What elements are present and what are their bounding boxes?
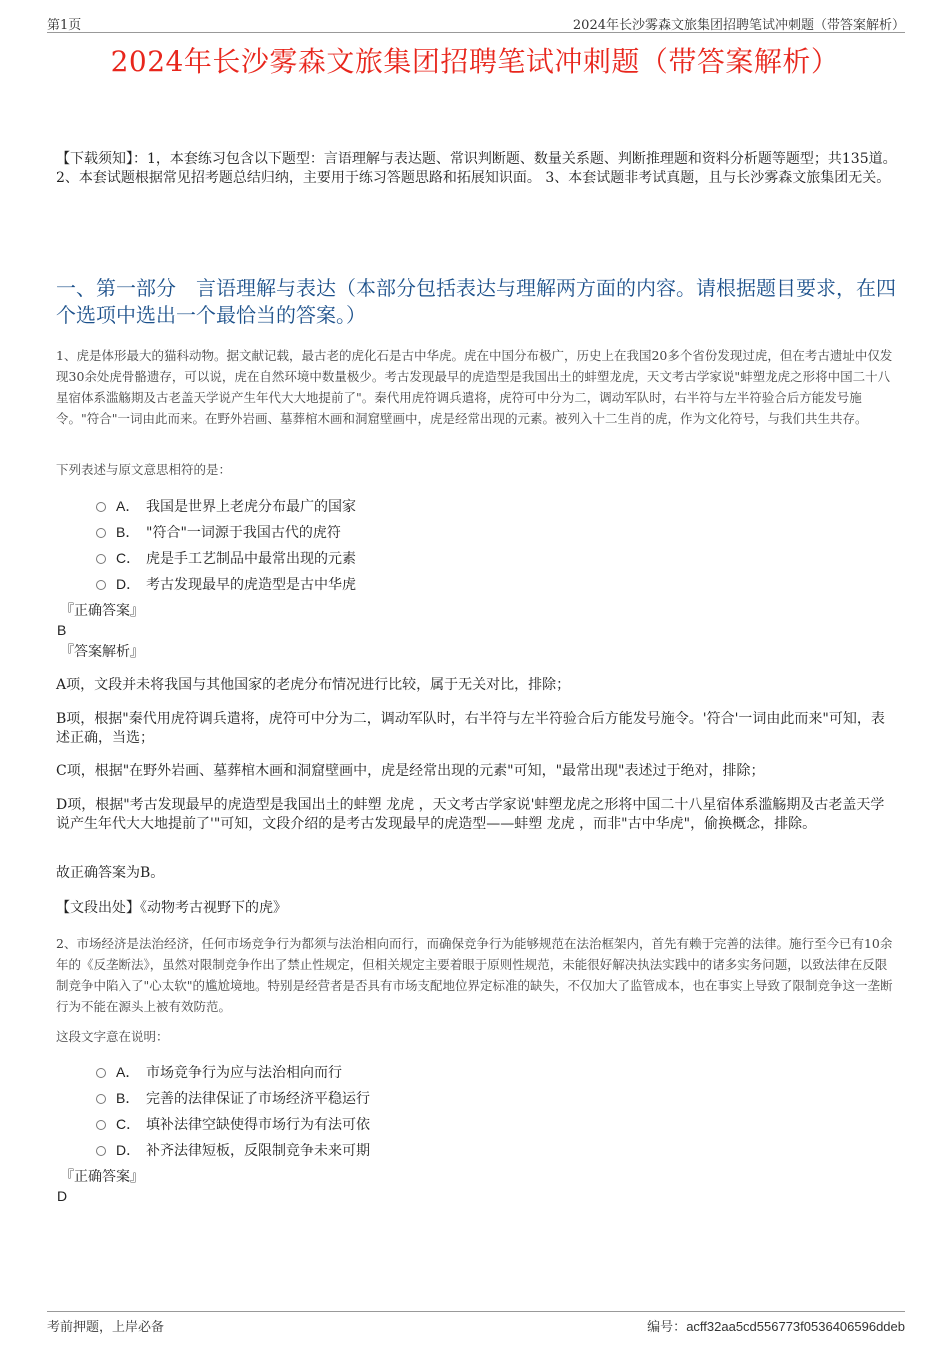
question-1-passage: 1、虎是体形最大的猫科动物。据文献记载，最古老的虎化石是古中华虎。虎在中国分布极广，历史上在我国20多个省份发现过虎，但在考古遗址中仅发现30余处虎骨骼遗存，可以说，虎在自然环境中数量极少。考古发现最早的虎造型是我国出土的蚌塑龙虎，天文考古学家说"蚌塑龙虎之形将中国二十八星宿体系滥觞期及古老盖天学说产生年代大大地提前了"。秦代用虎符调兵遣将，虎符可中分为二，调动军队时，右半符与左半符验合后方能发号施令。"符合"一词由此而来。在野外岩画、墓葬棺木画和洞窟壁画中，虎是经常出现的元素。被列入十二生肖的虎，作为文化符号，与我们共生共存。 — [56, 348, 893, 426]
option-b[interactable]: B． 完善的法律保证了市场经济平稳运行 — [96, 1085, 796, 1111]
page-title: 2024年长沙雾森文旅集团招聘笔试冲刺题（带答案解析） — [110, 45, 840, 78]
page-header — [47, 12, 905, 33]
analysis-d: D项，根据"考古发现最早的虎造型是我国出土的蚌塑 龙虎 ，天文考古学家说'蚌塑龙虎之形将中国二十八星宿体系滥觞期及古老盖天学说产生年代大大地提前了'"可知，文段介绍的是考古发现最早的虎造型——蚌塑 龙虎 ，而非"古中华虎"，偷换概念，排除。 — [56, 797, 885, 832]
question-2-options — [96, 1059, 796, 1163]
radio-icon[interactable] — [96, 1068, 106, 1078]
page-footer — [47, 1311, 905, 1334]
analysis-source: 【文段出处】《动物考古视野下的虎》 — [56, 900, 287, 916]
document-code: 编号：acff32aa5cd556773f0536406596ddeb — [647, 1319, 905, 1335]
correct-answer: B — [57, 622, 67, 638]
option-c[interactable]: C． 填补法律空缺使得市场行为有法可依 — [96, 1111, 796, 1137]
answer-label: 『正确答案』 — [60, 603, 144, 619]
radio-icon[interactable] — [96, 580, 106, 590]
question-2-prompt: 这段文字意在说明： — [56, 1029, 169, 1044]
analysis-c: C项，根据"在野外岩画、墓葬棺木画和洞窟壁画中，虎是经常出现的元素"可知，"最常出现"表述过于绝对，排除； — [56, 763, 765, 779]
option-d[interactable]: D． 考古发现最早的虎造型是古中华虎 — [96, 571, 796, 597]
option-a[interactable]: A． 我国是世界上老虎分布最广的国家 — [96, 493, 796, 519]
page-number: 第1页 — [47, 18, 82, 33]
analysis-b: B项，根据"秦代用虎符调兵遣将，虎符可中分为二，调动军队时，右半符与左半符验合后方能发号施令。'符合'一词由此而来"可知，表述正确，当选； — [56, 711, 885, 746]
header-doc-title: 2024年长沙雾森文旅集团招聘笔试冲刺题（带答案解析） — [572, 18, 905, 33]
footer-slogan: 考前押题，上岸必备 — [47, 1320, 165, 1335]
analysis-conclusion: 故正确答案为B。 — [56, 865, 165, 881]
analysis-a: A项，文段并未将我国与其他国家的老虎分布情况进行比较，属于无关对比，排除； — [56, 677, 571, 693]
option-c[interactable]: C． 虎是手工艺制品中最常出现的元素 — [96, 545, 796, 571]
section-heading: 一、第一部分 言语理解与表达（本部分包括表达与理解两方面的内容。请根据题目要求，在四个选项中选出一个最恰当的答案。） — [56, 276, 896, 327]
answer-label: 『正确答案』 — [60, 1169, 144, 1185]
question-1-options — [96, 493, 796, 597]
radio-icon[interactable] — [96, 528, 106, 538]
analysis-label: 『答案解析』 — [60, 644, 144, 660]
question-1-prompt: 下列表述与原文意思相符的是： — [56, 462, 232, 477]
radio-icon[interactable] — [96, 502, 106, 512]
radio-icon[interactable] — [96, 1120, 106, 1130]
question-2-passage: 2、市场经济是法治经济，任何市场竞争行为都须与法治相向而行，而确保竞争行为能够规范在法治框架内，首先有赖于完善的法律。施行至今已有10余年的《反垄断法》，虽然对限制竞争作出了禁止性规定，但相关规定主要着眼于原则性规范，未能很好解决执法实践中的诸多实务问题，以致法律在反限制竞争中陷入了"心太软"的尴尬境地。特别是经营者是否具有市场支配地位界定标准的缺失，不仅加大了监管成本，也在事实上导致了限制竞争这一垄断行为不能在源头上被有效防范。 — [56, 936, 893, 1014]
option-b[interactable]: B． "符合"一词源于我国古代的虎符 — [96, 519, 796, 545]
download-notice: 【下载须知】：1，本套练习包含以下题型：言语理解与表达题、常识判断题、数量关系题、判断推理题和资料分析题等题型；共135道。 2、本套试题根据常见招考题总结归纳，主要用于练习答题思路和拓展知识面。 3、本套试题非考试真题，且与长沙雾森文旅集团无关。 — [56, 151, 897, 186]
radio-icon[interactable] — [96, 1094, 106, 1104]
radio-icon[interactable] — [96, 1146, 106, 1156]
option-d[interactable]: D． 补齐法律短板，反限制竞争未来可期 — [96, 1137, 796, 1163]
option-a[interactable]: A． 市场竞争行为应与法治相向而行 — [96, 1059, 796, 1085]
correct-answer: D — [57, 1188, 68, 1204]
radio-icon[interactable] — [96, 554, 106, 564]
